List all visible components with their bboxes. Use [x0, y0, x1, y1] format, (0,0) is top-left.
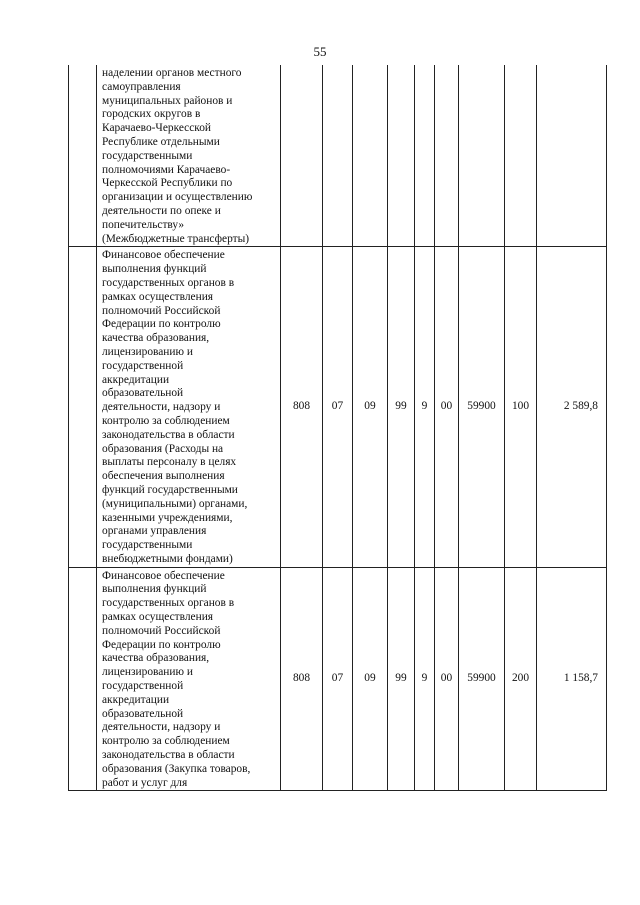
- expense-name-line: (муниципальными) органами,: [102, 497, 248, 510]
- table-row: [69, 247, 607, 567]
- expense-name-line: самоуправления: [102, 80, 181, 93]
- expense-name-line: муниципальных районов и: [102, 94, 233, 107]
- expense-name-line: попечительству»: [102, 218, 185, 231]
- subprogram-code-cell: 9: [415, 567, 435, 791]
- expense-name-cell: [97, 567, 281, 791]
- expense-name-line: выплаты персоналу в целях: [102, 456, 237, 469]
- gov-code-cell: 808: [281, 567, 323, 791]
- expense-name-line: выполнения функций: [102, 263, 207, 276]
- amount-cell: [537, 65, 607, 247]
- direction-code-cell: 00: [435, 567, 459, 791]
- table-row: [69, 567, 607, 791]
- subsection-code-cell: 09: [353, 247, 388, 567]
- expense-name-line: городских округов в: [102, 108, 201, 121]
- budget-table: [68, 65, 607, 791]
- expense-name-line: Федерации по контролю: [102, 318, 221, 331]
- expense-name-line: образования (Расходы на: [102, 442, 224, 455]
- expense-name-line: лицензированию и: [102, 345, 193, 358]
- expense-name-line: Финансовое обеспечение: [102, 249, 225, 262]
- subprogram-code-cell: 9: [415, 247, 435, 567]
- expense-name-line: образовательной: [102, 707, 184, 720]
- row-number-cell: [69, 65, 97, 247]
- expense-type-code-cell: 100: [505, 247, 537, 567]
- direction-code-cell: 00: [435, 247, 459, 567]
- direction-code-cell: [435, 65, 459, 247]
- expense-name-line: государственных органов в: [102, 597, 235, 610]
- expense-name-line: казенными учреждениями,: [102, 511, 233, 524]
- expense-name-line: рамках осуществления: [102, 290, 214, 303]
- target-code-cell: [459, 65, 505, 247]
- expense-name-line: полномочий Российской: [102, 624, 221, 637]
- expense-name-line: государственных органов в: [102, 276, 235, 289]
- expense-name-line: деятельности по опеке и: [102, 204, 221, 217]
- row-number-cell: [69, 567, 97, 791]
- expense-name-line: аккредитации: [102, 373, 170, 386]
- expense-name-line: рамках осуществления: [102, 611, 214, 624]
- expense-name-line: организации и осуществлению: [102, 191, 253, 204]
- expense-name-line: государственной: [102, 359, 184, 372]
- gov-code-cell: 808: [281, 247, 323, 567]
- amount-cell: 1 158,7: [537, 567, 607, 791]
- expense-name-line: государственными: [102, 149, 193, 162]
- program-code-cell: 99: [388, 247, 415, 567]
- expense-name-line: органами управления: [102, 525, 207, 538]
- gov-code-cell: [281, 65, 323, 247]
- expense-type-code-cell: [505, 65, 537, 247]
- expense-name-line: обеспечения выполнения: [102, 470, 225, 483]
- expense-name-line: законодательства в области: [102, 428, 235, 441]
- expense-name-line: (Межбюджетные трансферты): [102, 232, 250, 245]
- program-code-cell: 99: [388, 567, 415, 791]
- expense-name-line: образовательной: [102, 387, 184, 400]
- section-code-cell: 07: [323, 567, 353, 791]
- expense-name-line: контролю за соблюдением: [102, 414, 230, 427]
- target-code-cell: 59900: [459, 567, 505, 791]
- expense-name-line: государственной: [102, 680, 184, 693]
- program-code-cell: [388, 65, 415, 247]
- section-code-cell: 07: [323, 247, 353, 567]
- expense-name-line: наделении органов местного: [102, 67, 242, 79]
- expense-name-line: полномочий Российской: [102, 304, 221, 317]
- target-code-cell: 59900: [459, 247, 505, 567]
- expense-name-line: качества образования,: [102, 652, 210, 665]
- expense-name-cell: [97, 247, 281, 567]
- expense-name-line: законодательства в области: [102, 749, 235, 762]
- amount-cell: 2 589,8: [537, 247, 607, 567]
- expense-name-line: Федерации по контролю: [102, 638, 221, 651]
- expense-name-line: выполнения функций: [102, 583, 207, 596]
- expense-name-line: Финансовое обеспечение: [102, 569, 225, 582]
- expense-name-line: контролю за соблюдением: [102, 735, 230, 748]
- expense-name-line: деятельности, надзору и: [102, 721, 221, 734]
- expense-name-line: образования (Закупка товаров,: [102, 762, 251, 775]
- table-row: [69, 65, 607, 247]
- expense-name-line: Республике отдельными: [102, 135, 220, 148]
- section-code-cell: [323, 65, 353, 247]
- expense-name-line: внебюджетными фондами): [102, 552, 233, 565]
- expense-name-line: аккредитации: [102, 693, 170, 706]
- page-number: 55: [313, 44, 327, 59]
- expense-name-line: работ и услуг для: [102, 776, 188, 789]
- expense-name-line: функций государственными: [102, 483, 238, 496]
- expense-name-line: Черкесской Республики по: [102, 177, 233, 190]
- expense-name-line: Карачаево-Черкесской: [102, 122, 212, 135]
- expense-name-line: государственными: [102, 539, 193, 552]
- expense-name-line: полномочиями Карачаево-: [102, 163, 231, 176]
- expense-type-code-cell: 200: [505, 567, 537, 791]
- expense-name-line: лицензированию и: [102, 666, 193, 679]
- row-number-cell: [69, 247, 97, 567]
- subsection-code-cell: 09: [353, 567, 388, 791]
- expense-name-line: деятельности, надзору и: [102, 401, 221, 414]
- subsection-code-cell: [353, 65, 388, 247]
- expense-name-line: качества образования,: [102, 332, 210, 345]
- subprogram-code-cell: [415, 65, 435, 247]
- expense-name-cell: [97, 65, 281, 247]
